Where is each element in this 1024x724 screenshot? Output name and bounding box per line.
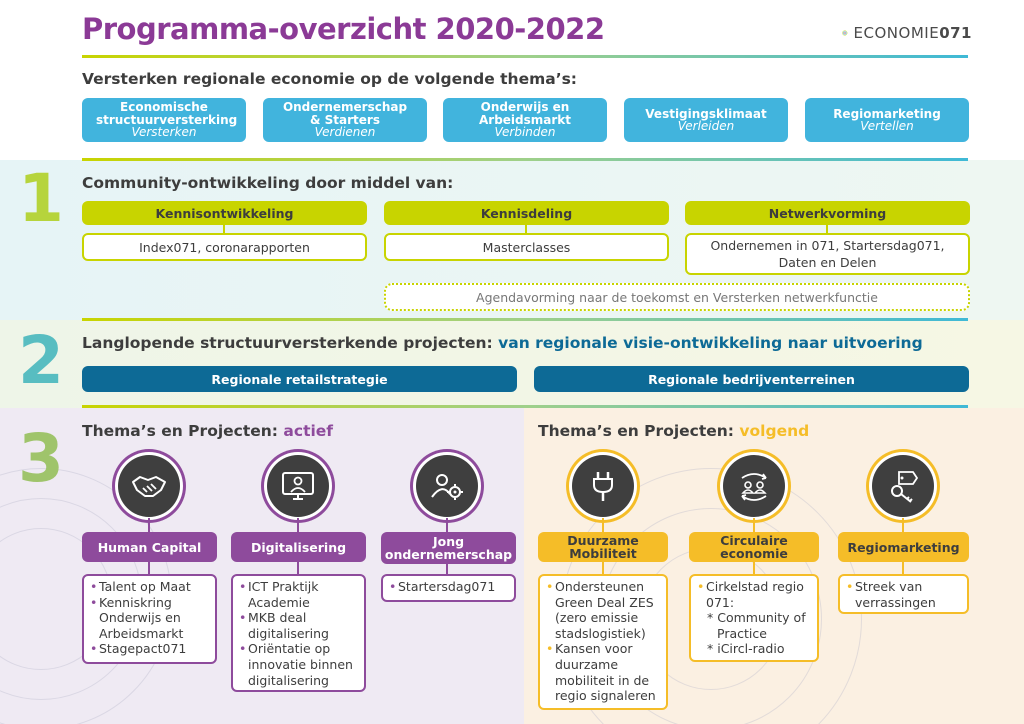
section2-heading-main: Langlopende structuurversterkende projecten:	[82, 334, 493, 352]
section2-number: 2	[18, 322, 64, 399]
divider	[82, 55, 968, 58]
list-item: • MKB deal digitalisering	[239, 610, 358, 641]
list-subitem: * Community of Practice	[707, 610, 806, 641]
list-item: • ICT Praktijk Academie	[239, 579, 358, 610]
user-gear-icon	[427, 466, 467, 506]
section3-number: 3	[18, 420, 64, 497]
circular-users-icon	[734, 466, 774, 506]
list-subitem: * iCircl-radio	[707, 641, 785, 657]
netwerkvorming-line2: Daten en Delen	[778, 255, 877, 270]
key-tag-icon-circle	[872, 455, 934, 517]
jong-ondernemerschap-list	[381, 574, 516, 602]
section1-heading: Community-ontwikkeling door middel van:	[82, 174, 454, 192]
handshake-icon	[129, 466, 169, 506]
connector	[297, 562, 299, 574]
economie071-logo	[842, 16, 972, 50]
divider	[82, 318, 968, 321]
agenda-box: Agendavorming naar de toekomst en Versterken netwerkfunctie	[384, 283, 970, 311]
logo-text-a: ECONOMIE	[853, 24, 940, 42]
netwerkvorming-line1: Ondernemen in 071, Startersdag071,	[710, 238, 945, 253]
page-title: Programma-overzicht 2020-2022	[82, 12, 605, 46]
circular-users-icon-circle	[723, 455, 785, 517]
duurzame-mobiliteit-list	[538, 574, 668, 710]
connector	[223, 225, 225, 233]
list-item: • Ondersteunen Green Deal ZES (zero emissie stadslogistiek)	[546, 579, 660, 641]
digitalisering-button: Digitalisering	[231, 532, 366, 562]
human-capital-button: Human Capital	[82, 532, 217, 562]
connector	[602, 562, 604, 574]
key-tag-icon	[883, 466, 923, 506]
connector	[753, 562, 755, 574]
theme-box-structuurversterking	[82, 98, 246, 142]
theme-box-regiomarketing	[805, 98, 969, 142]
theme-verb: Verleiden	[677, 119, 735, 133]
bedrijventerreinen-button: Regionale bedrijventerreinen	[534, 366, 969, 392]
theme-box-ondernemerschap	[263, 98, 427, 142]
theme-title: Economische structuurversterking	[96, 100, 238, 127]
theme-title: Regiomarketing	[833, 106, 941, 121]
next-heading-main: Thema’s en Projecten:	[538, 422, 735, 440]
theme-verb: Verdienen	[314, 125, 376, 140]
divider	[82, 158, 968, 161]
digitalisering-list	[231, 574, 366, 692]
theme-title: Onderwijs en Arbeidsmarkt	[478, 100, 571, 127]
list-item: • Kenniskring Onderwijs en Arbeidsmarkt	[90, 595, 209, 642]
monitor-user-icon	[278, 466, 318, 506]
next-heading-label: volgend	[739, 422, 810, 440]
list-item: • Startersdag071	[389, 579, 508, 595]
logo-text-b: 071	[939, 24, 972, 42]
handshake-icon-circle	[118, 455, 180, 517]
list-item: • Talent op Maat	[90, 579, 209, 595]
kennisdeling-content: Masterclasses	[384, 233, 669, 261]
circulaire-economie-list	[689, 574, 819, 662]
list-item: • Oriëntatie op innovatie binnen digitalisering	[239, 641, 358, 688]
jong-ondernemerschap-button: Jong ondernemerschap	[381, 532, 516, 564]
connector	[753, 518, 755, 532]
next-heading	[538, 422, 809, 440]
divider	[82, 405, 968, 408]
active-heading-label: actief	[283, 422, 334, 440]
kennisontwikkeling-button: Kennisontwikkeling	[82, 201, 367, 225]
regiomarketing-list	[838, 574, 969, 614]
theme-title: Vestigingsklimaat	[645, 106, 767, 121]
list-item: • Cirkelstad regio 071:	[697, 579, 811, 610]
connector	[602, 518, 604, 532]
connector	[446, 564, 448, 574]
themes-heading: Versterken regionale economie op de volgende thema’s:	[82, 70, 578, 88]
user-gear-icon-circle	[416, 455, 478, 517]
connector	[148, 562, 150, 574]
netwerkvorming-content	[685, 233, 970, 275]
section2-heading-highlight: van regionale visie-ontwikkeling naar uitvoering	[498, 334, 923, 352]
retailstrategie-button: Regionale retailstrategie	[82, 366, 517, 392]
theme-verb: Verbinden	[494, 125, 556, 140]
section1-number: 1	[18, 160, 64, 237]
list-item: • Stagepact071	[90, 641, 209, 657]
theme-box-vestigingsklimaat	[624, 98, 788, 142]
monitor-icon-circle	[267, 455, 329, 517]
theme-verb: Versterken	[131, 125, 197, 140]
kennisontwikkeling-content: Index071, coronarapporten	[82, 233, 367, 261]
netwerkvorming-button: Netwerkvorming	[685, 201, 970, 225]
theme-box-onderwijs	[443, 98, 607, 142]
connector	[297, 518, 299, 532]
connector	[826, 225, 828, 233]
connector	[525, 225, 527, 233]
theme-verb: Vertellen	[860, 119, 914, 133]
section2-heading	[82, 334, 923, 352]
human-capital-list	[82, 574, 217, 664]
kennisdeling-button: Kennisdeling	[384, 201, 669, 225]
logo-rings-icon	[842, 19, 848, 47]
plug-icon-circle	[572, 455, 634, 517]
plug-icon	[583, 466, 623, 506]
connector	[446, 518, 448, 532]
connector	[148, 518, 150, 532]
list-item: • Streek van verrassingen	[846, 579, 961, 610]
theme-title: Ondernemerschap & Starters	[282, 100, 408, 127]
active-heading-main: Thema’s en Projecten:	[82, 422, 279, 440]
list-item: • Kansen voor duurzame mobiliteit in de regio signaleren	[546, 641, 660, 703]
active-heading	[82, 422, 333, 440]
duurzame-mobiliteit-button: Duurzame Mobiliteit	[538, 532, 668, 562]
connector	[902, 562, 904, 574]
circulaire-economie-button: Circulaire economie	[689, 532, 819, 562]
regiomarketing-button: Regiomarketing	[838, 532, 969, 562]
connector	[902, 518, 904, 532]
